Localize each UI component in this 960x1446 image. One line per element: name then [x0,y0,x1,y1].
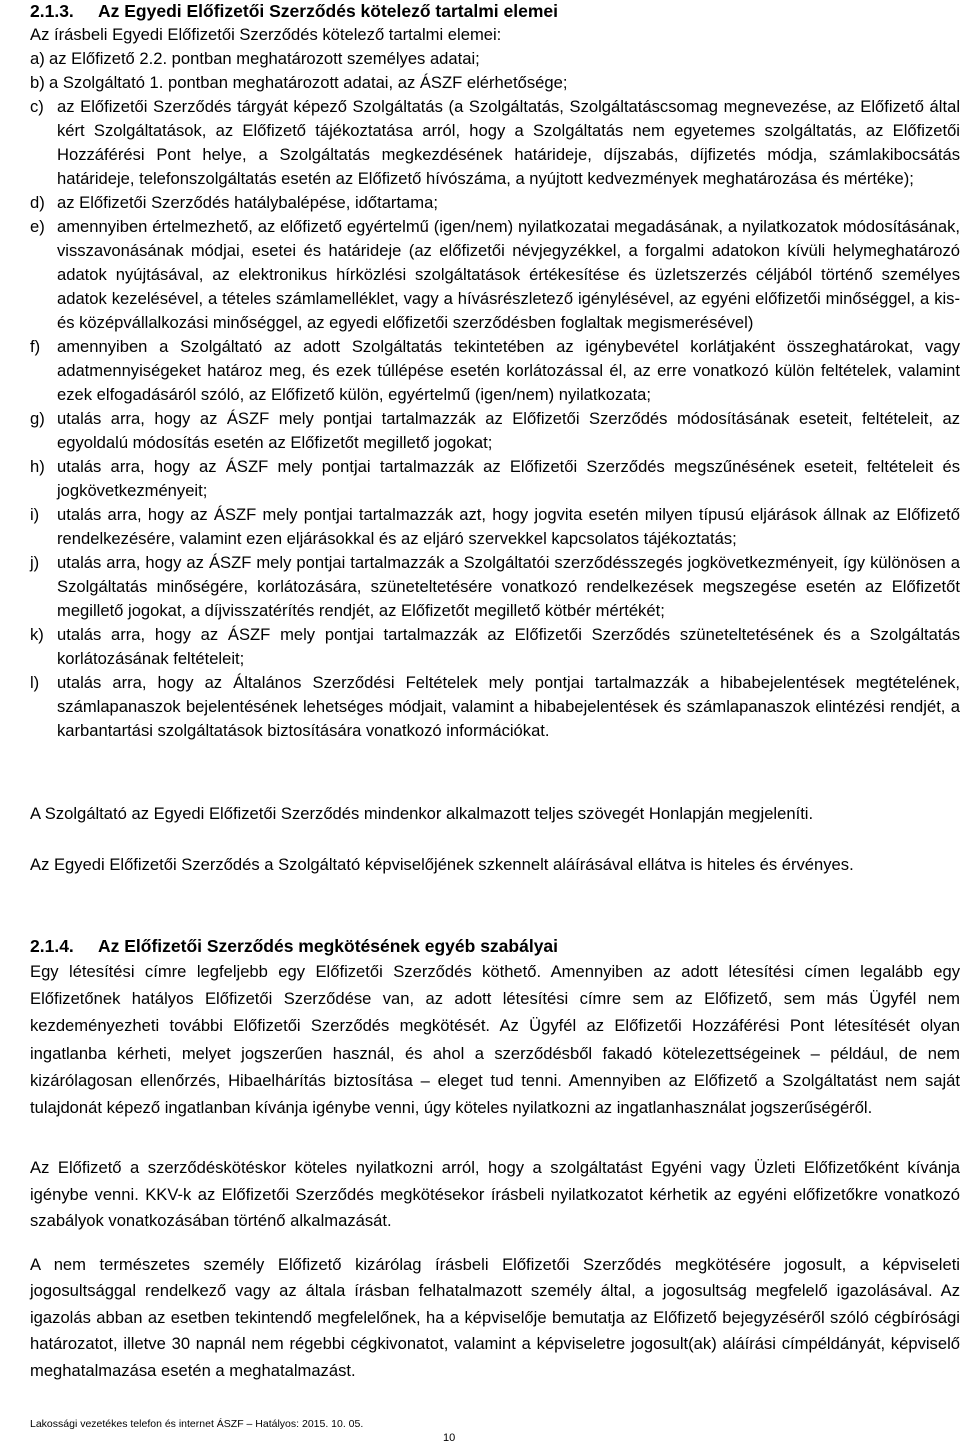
item-letter: c) [30,97,44,116]
item-text: az Előfizető 2.2. pontban meghatározott személyes adatai; [49,49,480,68]
list-item-b [30,71,567,95]
item-letter: f) [30,337,41,356]
section-number: 2.1.4. [30,936,74,956]
intro-line: Az írásbeli Egyedi Előfizetői Szerződés kötelező tartalmi elemei: [30,25,502,44]
item-text: az Előfizetői Szerződés tárgyát képező Szolgáltatás (a Szolgáltatás, Szolgáltatáscsomag megnevezése, az Előfizető által kért Szolgáltatások, az Előfizető tájékoztatása arról, hogy a Szolgáltatás nem egyetemes szolgáltatás, az Előfizetői Hozzáférési Pont helye, a Szolgáltatás megkezdésének határideje, díjszabás, díjfizetés módja, számlakibocsátás határideje, telefonszolgáltatás esetén az Előfizető hívószáma, a nyújtott kedvezmények meghatározása és mértéke); [57,97,960,188]
item-text: utalás arra, hogy az ÁSZF mely pontjai tartalmazzák az Előfizetői Szerződés szüneteltetésének és a Szolgáltatás korlátozásának feltételeit; [57,625,960,668]
item-letter: b) [30,73,45,92]
item-text: utalás arra, hogy az ÁSZF mely pontjai tartalmazzák azt, hogy jogvita esetén milyen típusú eljárások állnak az Előfizető rendelkezésére, valamint ezen eljárásokkal és az eljáró szervekkel kapcsolatos tájékoztatás; [57,505,960,548]
list-item [30,335,960,407]
list-item [30,95,960,191]
item-text: utalás arra, hogy az ÁSZF mely pontjai tartalmazzák a Szolgáltatói szerződésszegés jogkövetkezményeit, így különösen a Szolgáltatás minőségére, korlátozására, szüneteltetésére vonatkozó rendelkezések megszegése esetén az Előfizetőt megillető jogokat, a díjvisszatérítés rendjét, az Előfizetőt megillető kötbér mértékét; [57,553,960,620]
content-elements-list [30,95,960,743]
item-text: az Előfizetői Szerződés hatálybalépése, időtartama; [57,193,438,212]
item-letter: j) [30,553,40,572]
list-item [30,503,960,551]
item-letter: l) [30,673,40,692]
page-footer: Lakossági vezetékes telefon és internet ÁSZF – Hatályos: 2015. 10. 05. [30,1418,364,1430]
paragraph-website: A Szolgáltató az Egyedi Előfizetői Szerződés mindenkor alkalmazott teljes szövegét Honlapján megjeleníti. [30,804,814,823]
paragraph-subscriber-type: Az Előfizető a szerződéskötéskor köteles nyilatkozni arról, hogy a szolgáltatást Egyéni vagy Üzleti Előfizetőként kívánja igénybe venni. KKV-k az Előfizetői Szerződés megkötésekor írásbeli nyilatkozatot kérhetik az egyéni előfizetőkre vonatkozó szabályok vonatkozásában történő alkalmazását. [30,1158,960,1230]
section-2-1-3 [30,0,567,95]
item-letter: a) [30,49,45,68]
item-text: a Szolgáltató 1. pontban meghatározott adatai, az ÁSZF elérhetősége; [49,73,568,92]
item-letter: h) [30,457,45,476]
list-item [30,671,960,743]
item-text: amennyiben a Szolgáltató az adott Szolgáltatás tekintetében az igénybevétel korlátjaként összeghatárokat, vagy adatmennyiségeket határoz meg, és ezek túllépése esetén korlátozással él, az erre vonatkozó külön feltételek, valamint ezek elfogadásáról szóló, az Előfizető külön, egyértelmű (igen/nem) nyilatkozata; [57,337,960,404]
item-text: utalás arra, hogy az ÁSZF mely pontjai tartalmazzák az Előfizetői Szerződés megszűnésének eseteit, feltételeit és jogkövetkezményeit; [57,457,960,500]
item-letter: k) [30,625,44,644]
list-item [30,551,960,623]
paragraph-installation-address: Egy létesítési címre legfeljebb egy Előfizetői Szerződés köthető. Amennyiben az adott létesítési címen legalább egy Előfizetőnek hatályos Előfizetői Szerződése van, az adott létesítési címre sem az Előfizető, sem más Ügyfél nem kezdeményezheti további Előfizetői Szerződés megkötését. Az Ügyfél az Előfizetői Hozzáférési Pont létesítését olyan ingatlanba kérheti, melyet jogszerűen használ, és ahol a szerződésből fakadó kötelezettségeinek – például, de nem kizárólagosan ellenőrzés, Hibaelhárítás biztosítása – eleget tud tenni. Amennyiben az Előfizető a Szolgáltatást nem saját tulajdonát képező ingatlanban kívánja igénybe venni, úgy köteles nyilatkozni az ingatlanhasználat jogszerűségéről. [30,962,960,1118]
paragraph-legal-entity: A nem természetes személy Előfizető kizárólag írásbeli Előfizetői Szerződés megkötésére jogosult, a képviseleti jogosultsággal rendelkező vagy az általa írásban felhatalmazott személy által, a jogosultság megfelelő igazolásával. Az igazolás abban az esetben tekintendő megfelelőnek, ha a képviselője bemutatja az Előfizető bejegyzéséről szóló cégbírósági határozatot, illetve 30 napnál nem régebbi cégkivonatot, valamint a képviseletre jogosult(ak) aláírási címpéldányát, képviselő meghatalmazása esetén a meghatalmazást. [30,1255,960,1380]
item-letter: g) [30,409,45,428]
section-title: Az Egyedi Előfizetői Szerződés kötelező tartalmi elemei [98,1,558,21]
list-item-a [30,47,567,71]
section-heading-2-1-4 [30,934,558,958]
paragraph-signature: Az Egyedi Előfizetői Szerződés a Szolgáltató képviselőjének szkennelt aláírásával ellátva is hiteles és érvényes. [30,855,854,874]
section-heading [30,0,567,23]
item-letter: d) [30,193,45,212]
item-text: utalás arra, hogy az ÁSZF mely pontjai tartalmazzák az Előfizetői Szerződés módosításának eseteit, feltételeit, az egyoldalú módosítás esetén az Előfizetőt megillető jogokat; [57,409,960,452]
page-number: 10 [443,1432,456,1444]
list-item [30,455,960,503]
item-letter: i) [30,505,40,524]
section-title: Az Előfizetői Szerződés megkötésének egyéb szabályai [98,936,559,956]
list-item [30,215,960,335]
section-number: 2.1.3. [30,1,74,21]
item-text: amennyiben értelmezhető, az előfizető egyértelmű (igen/nem) nyilatkozatai megadásának, a nyilatkozatok módosításának, visszavonásának módjai, esetei és határideje (az előfizetői névjegyzékkel, a forgalmi adatokon kívüli helymeghatározó adatok nyújtásával, az elektronikus hírközlési szolgáltatások értékesítése és üzletszerzés céljából történő személyes adatok kezelésével, a tételes számlamelléklet, vagy a hívásrészletező igénylésével, az egyéni előfizetői minőséggel, a kis- és középvállalkozási minőséggel, az egyedi előfizetői szerződésben foglaltak megismerésével) [57,217,960,332]
list-item [30,407,960,455]
list-item [30,623,960,671]
item-text: utalás arra, hogy az Általános Szerződési Feltételek mely pontjai tartalmazzák a hibabejelentések megtételének, számlapanaszok bejelentésének lehetséges módjait, valamint a hibabejelentések és számlapanaszok elintézési rendjét, a karbantartási szolgáltatások biztosítására vonatkozó információkat. [57,673,960,740]
item-letter: e) [30,217,45,236]
list-item [30,191,960,215]
